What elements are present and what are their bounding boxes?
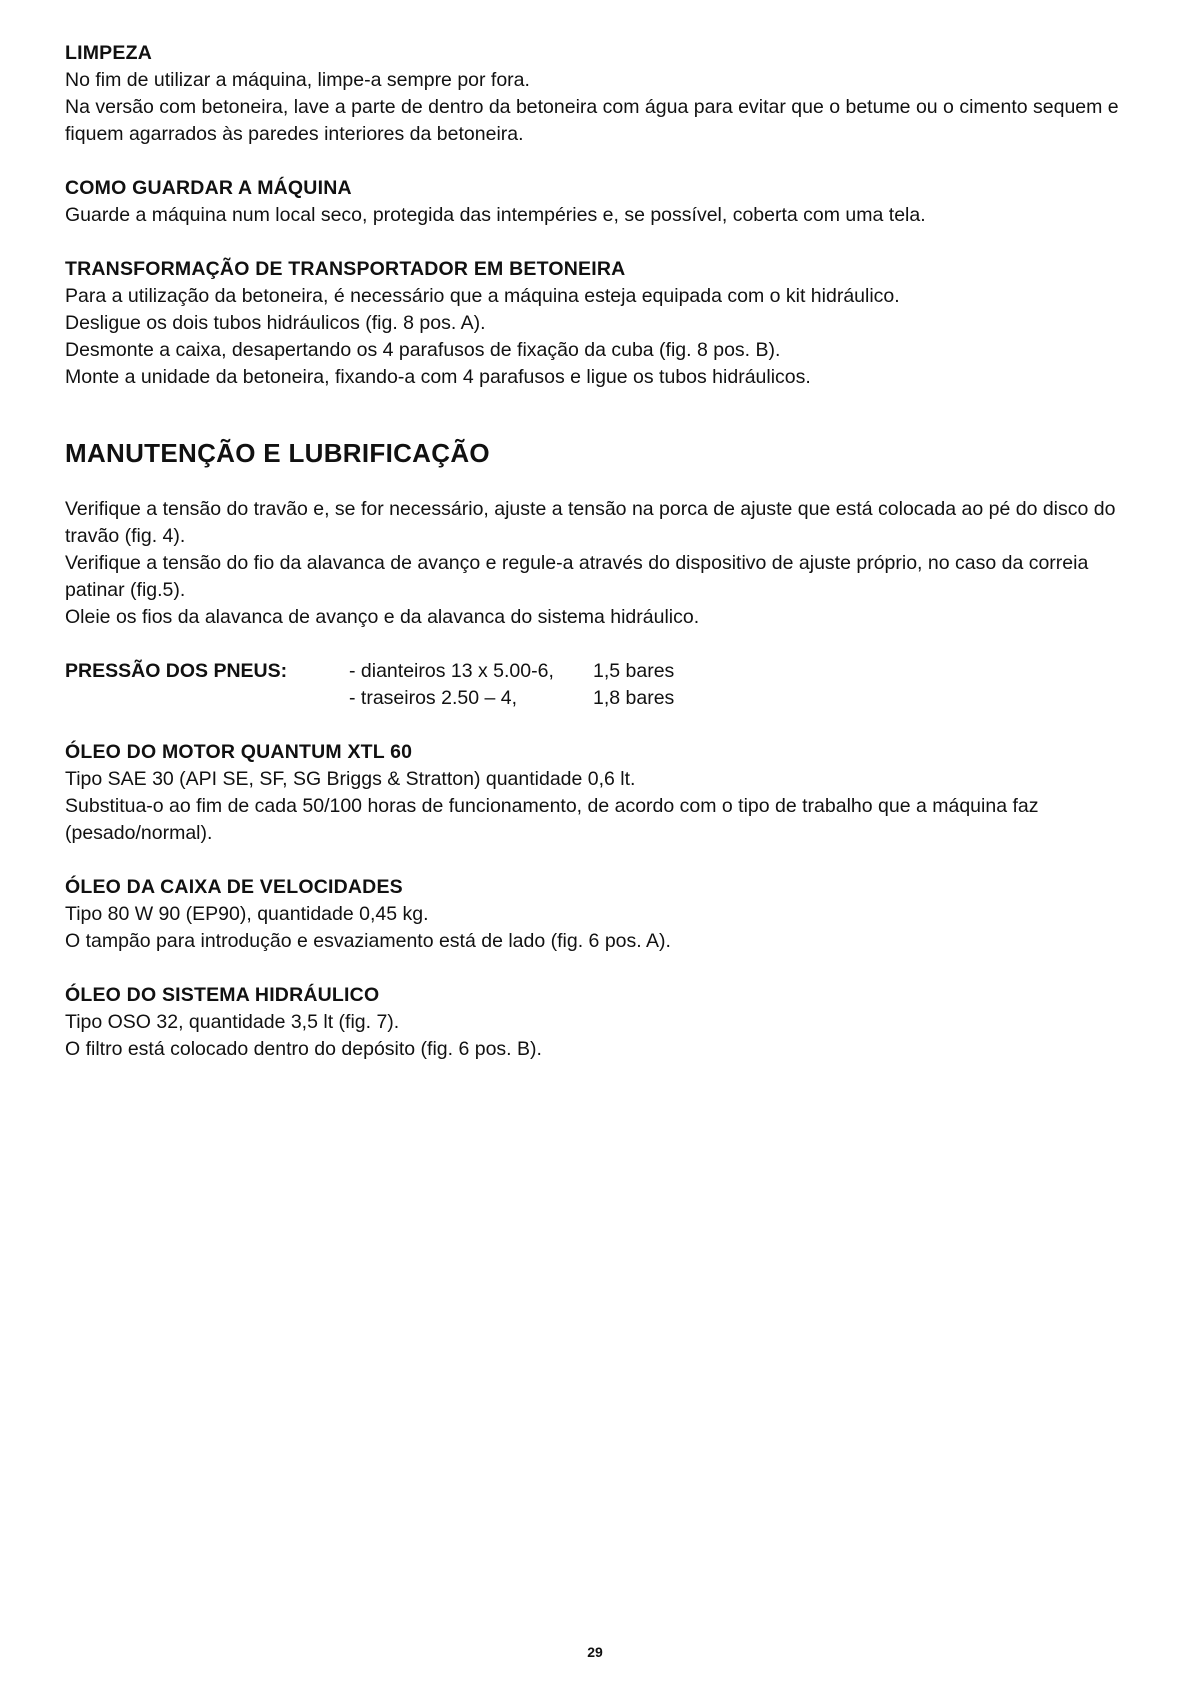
section-limpeza [65,40,1145,148]
paragraph: O filtro está colocado dentro do depósito (fig. 6 pos. B). [65,1038,542,1060]
paragraph: No fim de utilizar a máquina, limpe-a sempre por fora. [65,69,530,91]
paragraph: Guarde a máquina num local seco, protegida das intempéries e, se possível, coberta com uma tela. [65,204,926,226]
paragraph: Verifique a tensão do fio da alavanca de avanço e regule-a através do dispositivo de ajuste próprio, no caso da correia patinar (fig.5). [65,552,1089,601]
tyre-row-rear [349,685,674,712]
heading-oleo-hidraulico: ÓLEO DO SISTEMA HIDRÁULICO [65,984,380,1006]
paragraph: Desligue os dois tubos hidráulicos (fig. 8 pos. A). [65,312,486,334]
paragraph: Oleie os fios da alavanca de avanço e da alavanca do sistema hidráulico. [65,606,700,628]
tyre-row-front [349,658,674,685]
section-oleo-caixa [65,874,1145,955]
heading-oleo-caixa: ÓLEO DA CAIXA DE VELOCIDADES [65,876,403,898]
heading-guardar: COMO GUARDAR A MÁQUINA [65,177,352,199]
tyre-value: 1,5 bares [593,660,675,682]
heading-limpeza: LIMPEZA [65,42,152,64]
paragraph: Tipo 80 W 90 (EP90), quantidade 0,45 kg. [65,903,429,925]
page-number: 29 [587,1644,603,1660]
section-transformacao [65,256,1145,391]
tyre-desc: - traseiros 2.50 – 4, [349,687,517,709]
heading-transformacao: TRANSFORMAÇÃO DE TRANSPORTADOR EM BETONEIRA [65,258,626,280]
heading-manutencao: MANUTENÇÃO E LUBRIFICAÇÃO [65,438,490,468]
tyre-value: 1,8 bares [593,687,675,709]
paragraph: Monte a unidade da betoneira, fixando-a com 4 parafusos e ligue os tubos hidráulicos. [65,366,811,388]
paragraph: Tipo OSO 32, quantidade 3,5 lt (fig. 7). [65,1011,400,1033]
paragraph: Substitua-o ao fim de cada 50/100 horas de funcionamento, de acordo com o tipo de trabalho que a máquina faz (pesado/normal). [65,795,1039,844]
document-page [65,40,1145,1063]
tyre-desc: - dianteiros 13 x 5.00-6, [349,660,554,682]
paragraph: Verifique a tensão do travão e, se for necessário, ajuste a tensão na porca de ajuste que está colocada ao pé do disco do travão (fig. 4). [65,498,1116,547]
section-guardar [65,175,1145,229]
tyre-pressure-block [65,658,1145,712]
paragraph: O tampão para introdução e esvaziamento está de lado (fig. 6 pos. A). [65,930,671,952]
heading-oleo-motor: ÓLEO DO MOTOR QUANTUM XTL 60 [65,741,413,763]
section-oleo-motor [65,739,1145,847]
tyre-pressure-label: PRESSÃO DOS PNEUS: [65,660,288,682]
tyre-pressure-values [349,658,674,712]
paragraph: Para a utilização da betoneira, é necessário que a máquina esteja equipada com o kit hidráulico. [65,285,900,307]
paragraph: Tipo SAE 30 (API SE, SF, SG Briggs & Stratton) quantidade 0,6 lt. [65,768,636,790]
paragraph: Na versão com betoneira, lave a parte de dentro da betoneira com água para evitar que o betume ou o cimento sequem e fiquem agarrados às paredes interiores da betoneira. [65,96,1119,145]
paragraph: Desmonte a caixa, desapertando os 4 parafusos de fixação da cuba (fig. 8 pos. B). [65,339,781,361]
section-manutencao [65,437,1145,631]
section-oleo-hidraulico [65,982,1145,1063]
